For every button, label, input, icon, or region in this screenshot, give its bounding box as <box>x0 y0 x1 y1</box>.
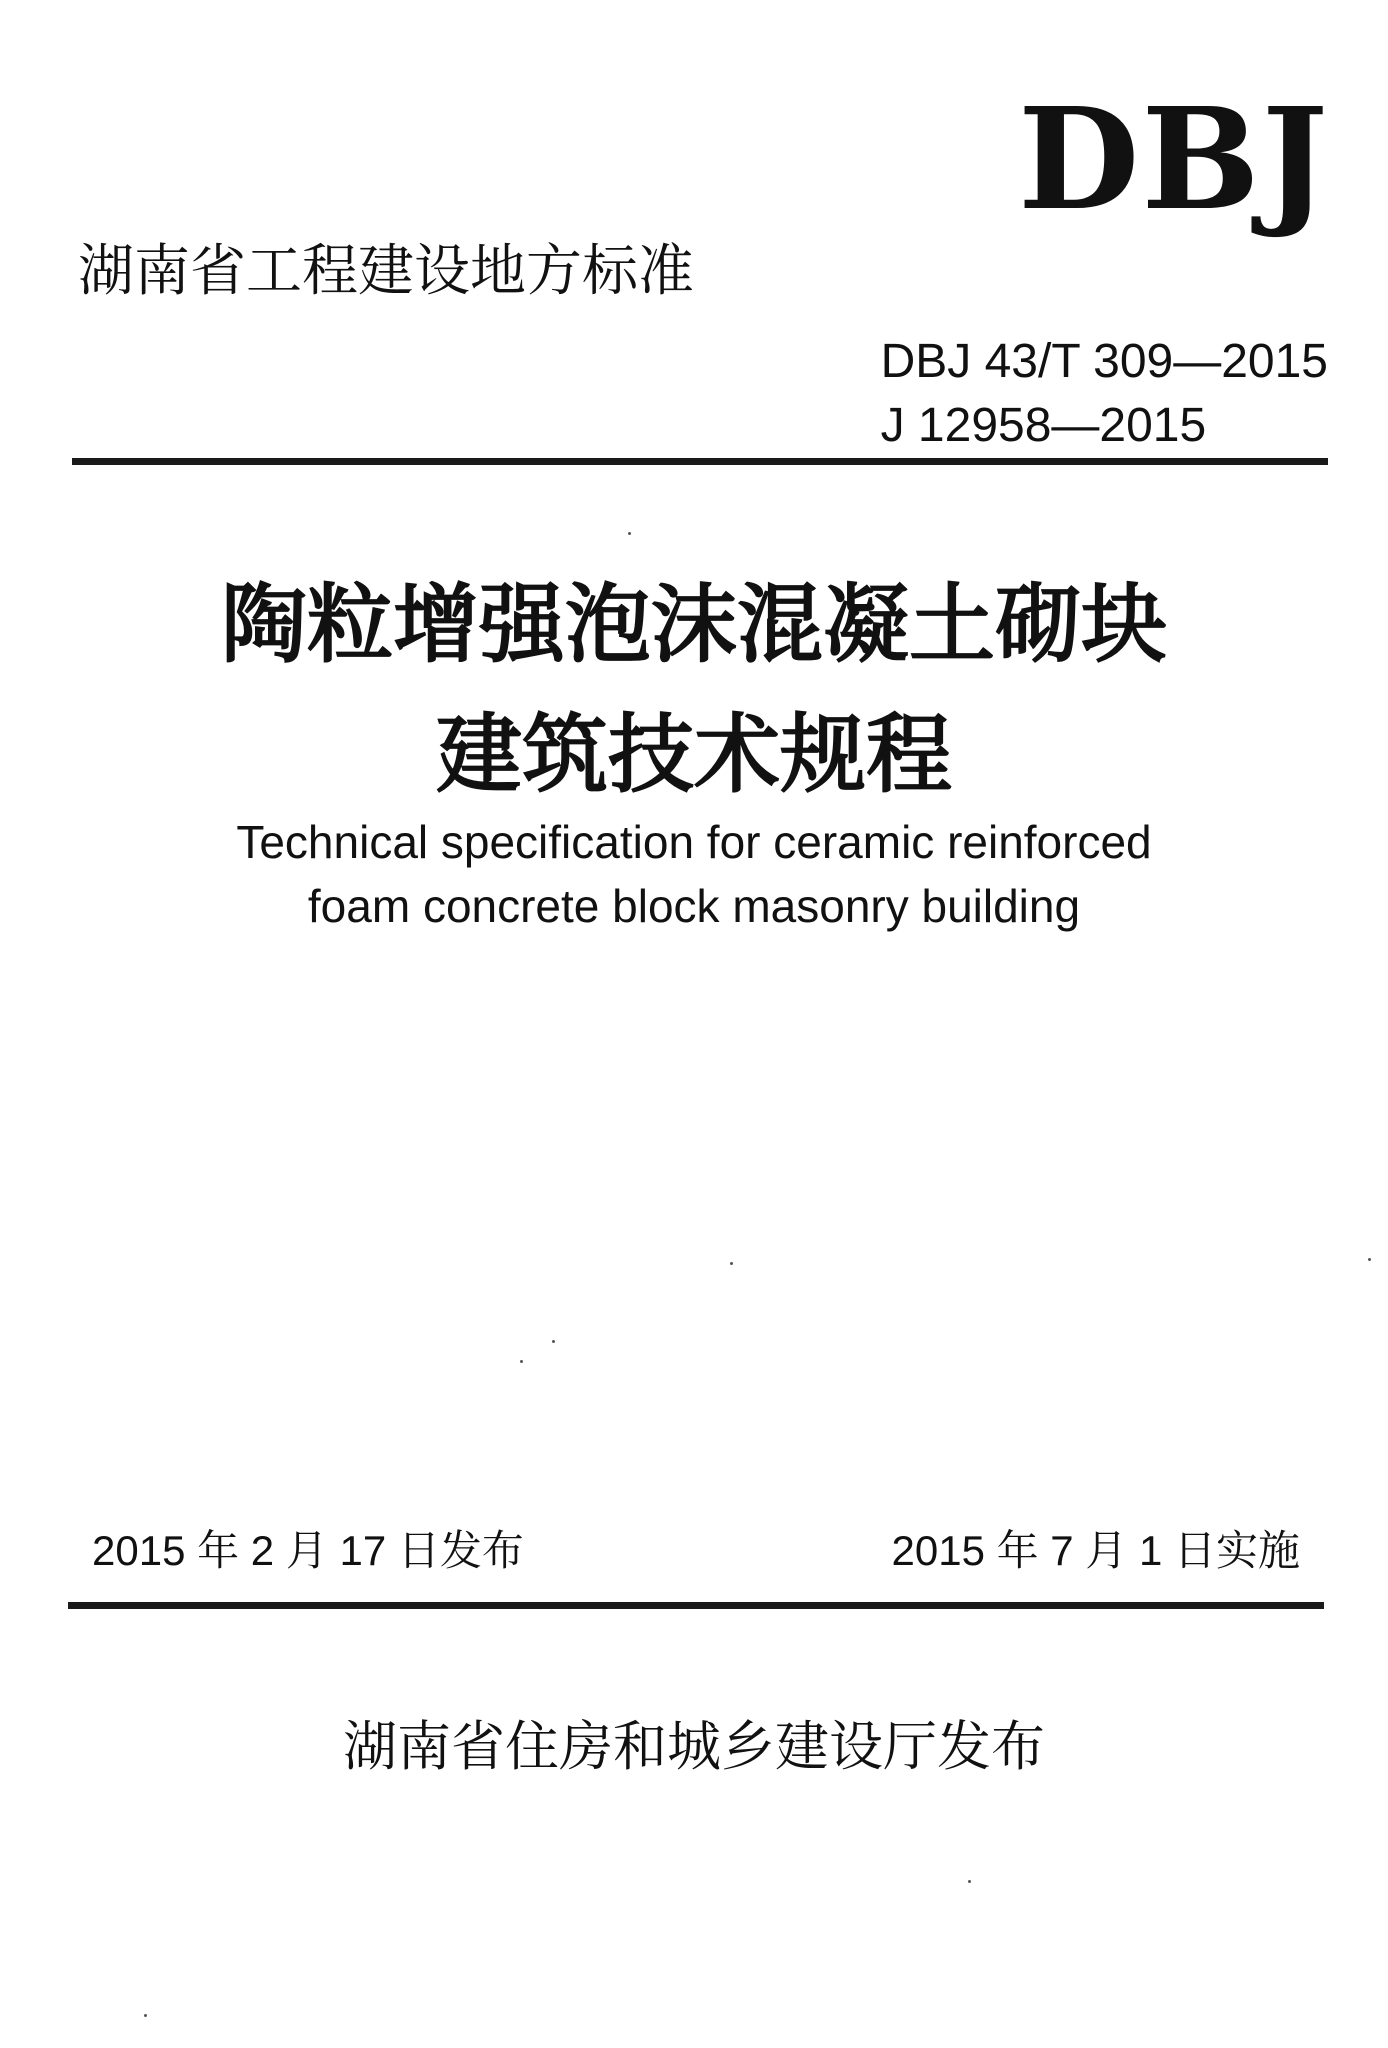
title-cn-line-2: 建筑技术规程 <box>436 704 952 805</box>
scan-speck <box>520 1360 523 1363</box>
title-en-line-1: Technical specification for ceramic reinforced <box>236 816 1152 868</box>
standard-codes <box>881 330 1328 458</box>
scan-speck <box>552 1340 555 1343</box>
implementation-date: 2015 年 7 月 1 日实施 <box>891 1527 1300 1574</box>
scan-speck <box>730 1262 733 1265</box>
scan-speck <box>1368 1258 1371 1261</box>
scan-speck <box>968 1880 971 1883</box>
scan-speck <box>628 532 631 535</box>
standard-type: 湖南省工程建设地方标准 <box>78 239 694 304</box>
issue-date: 2015 年 2 月 17 日发布 <box>92 1527 524 1574</box>
title-en-line-2: foam concrete block masonry building <box>307 880 1081 932</box>
title-chinese <box>0 560 1388 820</box>
standard-code-record: J 12958—2015 <box>880 399 1207 452</box>
publisher: 湖南省住房和城乡建设厅发布 <box>343 1715 1045 1778</box>
bottom-divider <box>68 1602 1324 1609</box>
standard-code-primary: DBJ 43/T 309—2015 <box>880 335 1328 388</box>
title-cn-line-1: 陶粒增强泡沫混凝土砌块 <box>221 574 1167 675</box>
title-english <box>0 810 1388 938</box>
scan-speck <box>144 2014 147 2017</box>
top-divider <box>72 458 1328 465</box>
series-mark: DBJ <box>1018 78 1330 242</box>
